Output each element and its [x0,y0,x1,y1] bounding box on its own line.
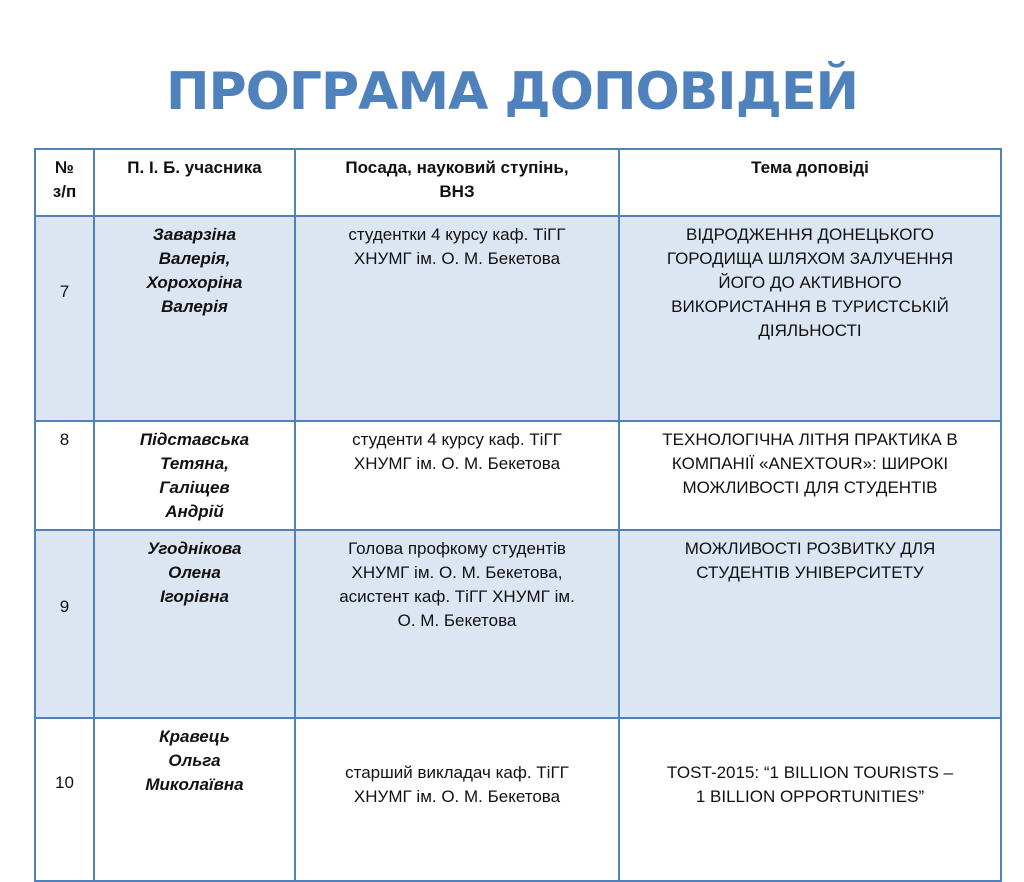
position-line: старший викладач каф. ТіГГ [345,762,569,782]
header-number-abbr: з/п [52,182,77,201]
topic-line: ДІЯЛЬНОСТІ [758,321,862,340]
participant-position [295,718,619,881]
table-row [35,216,1001,421]
topic-line: ГОРОДИЩА ШЛЯХОМ ЗАЛУЧЕННЯ [666,249,954,268]
table-row [35,718,1001,881]
row-number: 9 [35,530,94,718]
name-line: Заварзіна [152,225,237,244]
participant-position [295,421,619,530]
header-participant-name: П. І. Б. учасника [94,149,295,216]
name-line: Кравець [159,727,230,746]
topic-line: ТЕХНОЛОГІЧНА ЛІТНЯ ПРАКТИКА В [662,430,958,449]
topic-line: МОЖЛИВОСТІ РОЗВИТКУ ДЛЯ [684,539,936,558]
name-line: Ольга [168,751,221,770]
report-topic [619,718,1001,881]
header-position-line-1: Посада, науковий ступінь, [345,158,569,177]
position-line: ХНУМГ ім. О. М. Бекетова [353,786,561,806]
header-position [295,149,619,216]
table-header-row [35,149,1001,216]
report-topic [619,421,1001,530]
position-line: ХНУМГ ім. О. М. Бекетова [353,454,561,473]
name-line: Угоднікова [147,539,242,558]
row-number: 7 [35,216,94,421]
header-number [35,149,94,216]
topic-line: СТУДЕНТІВ УНІВЕРСИТЕТУ [696,563,924,582]
topic-line: ВИКОРИСТАННЯ В ТУРИСТСЬКІЙ [671,297,949,316]
name-line: Хорохоріна [146,273,243,292]
participant-name [94,216,295,421]
name-line: Галіщев [159,478,230,497]
topic-line: ЙОГО ДО АКТИВНОГО [718,273,902,292]
header-topic: Тема доповіді [619,149,1001,216]
topic-line: МОЖЛИВОСТІ ДЛЯ СТУДЕНТІВ [682,478,938,497]
header-number-symbol: № [55,158,74,177]
table-row [35,530,1001,718]
participant-name [94,718,295,881]
participant-name [94,421,295,530]
position-line: О. М. Бекетова [397,611,517,630]
name-line: Олена [168,563,221,582]
position-line: студенти 4 курсу каф. ТіГГ [352,430,562,449]
topic-line: TOST-2015: “1 BILLION TOURISTS – [666,762,954,782]
participant-position [295,216,619,421]
name-line: Андрій [165,502,224,521]
position-line: студентки 4 курсу каф. ТіГГ [348,225,566,244]
report-topic [619,216,1001,421]
row-number: 10 [35,718,94,881]
table-row [35,421,1001,530]
participant-name [94,530,295,718]
participant-position [295,530,619,718]
report-topic [619,530,1001,718]
position-line: ХНУМГ ім. О. М. Бекетова, [351,563,563,582]
position-line: асистент каф. ТіГГ ХНУМГ ім. [339,587,575,606]
position-line: Голова профкому студентів [348,539,566,558]
name-line: Миколаївна [145,775,244,794]
name-line: Валерія [161,297,228,316]
topic-line: КОМПАНІЇ «ANEXTOUR»: ШИРОКІ [671,454,949,473]
row-number: 8 [35,421,94,530]
name-line: Тетяна, [160,454,229,473]
slide-title: ПРОГРАМА ДОПОВІДЕЙ [166,62,858,122]
position-line: ХНУМГ ім. О. М. Бекетова [353,249,561,268]
reports-program-table [34,148,1002,882]
name-line: Валерія, [158,249,231,268]
topic-line: ВІДРОДЖЕННЯ ДОНЕЦЬКОГО [686,225,934,244]
header-position-line-2: ВНЗ [439,182,475,201]
topic-line: 1 BILLION OPPORTUNITIES” [695,786,925,806]
name-line: Ігорівна [160,587,229,606]
name-line: Підставська [139,430,250,449]
